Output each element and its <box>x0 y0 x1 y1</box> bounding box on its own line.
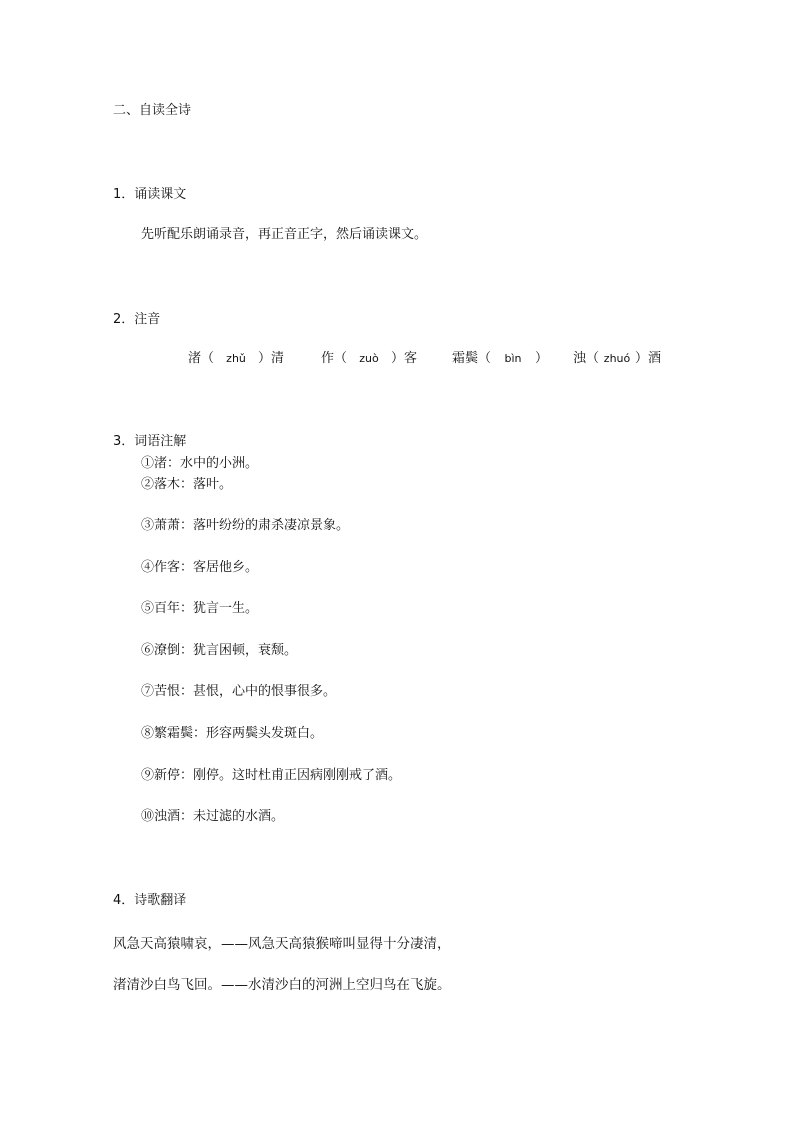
pinyin-reading: bìn <box>504 352 522 365</box>
section-title: 二、自读全诗 <box>113 103 192 118</box>
pinyin-suffix: 清 <box>271 351 285 366</box>
pinyin-reading: zhǔ <box>226 352 246 365</box>
glossary-note-5: ⑤百年：犹言一生。 <box>141 601 259 616</box>
pinyin-item-zhu <box>188 347 284 366</box>
translation-line-2: 渚清沙白鸟飞回。——水清沙白的河洲上空归鸟在飞旋。 <box>113 977 451 993</box>
heading-pinyin: 2．注音 <box>113 312 161 327</box>
glossary-note-1: ①渚：水中的小洲。 <box>141 456 259 471</box>
pinyin-close-paren: ） <box>258 351 272 366</box>
pinyin-open-paren: （ <box>586 351 600 366</box>
heading-translation: 4．诗歌翻译 <box>113 893 187 908</box>
glossary-note-9: ⑨新停：刚停。这时杜甫正因病刚刚戒了酒。 <box>141 768 402 783</box>
glossary-note-3: ③萧萧：落叶纷纷的肃杀凄凉景象。 <box>141 518 350 533</box>
glossary-note-6: ⑥潦倒：犹言困顿，衰颓。 <box>141 643 298 658</box>
pinyin-item-bin <box>452 347 548 366</box>
pinyin-char: 渚 <box>188 351 202 366</box>
pinyin-open-paren: （ <box>478 351 492 366</box>
glossary-note-7: ⑦苦恨：甚恨，心中的恨事很多。 <box>141 684 337 699</box>
pinyin-reading: zhuó <box>603 352 631 365</box>
translation-line-1: 风急天高猿啸哀，——风急天高猿猴啼叫显得十分凄清， <box>113 936 451 952</box>
pinyin-close-paren: ） <box>391 351 405 366</box>
glossary-note-4: ④作客：客居他乡。 <box>141 560 259 575</box>
pinyin-suffix: 客 <box>404 351 418 366</box>
pinyin-item-zuo <box>321 347 417 366</box>
pinyin-open-paren: （ <box>334 351 348 366</box>
pinyin-char: 作 <box>321 351 335 366</box>
heading-glossary: 3．词语注解 <box>113 434 187 449</box>
pinyin-close-paren: ） <box>635 351 649 366</box>
pinyin-char: 浊 <box>573 351 587 366</box>
pinyin-suffix: 酒 <box>648 351 662 366</box>
pinyin-char: 霜鬓 <box>452 351 479 366</box>
pinyin-reading: zuò <box>359 352 379 365</box>
heading-recite: 1．诵读课文 <box>113 187 187 202</box>
glossary-note-2: ②落木：落叶。 <box>141 477 233 492</box>
pinyin-close-paren: ） <box>535 351 549 366</box>
glossary-note-10: ⑩浊酒：未过滤的水酒。 <box>141 809 285 824</box>
glossary-note-8: ⑧繁霜鬓：形容两鬓头发斑白。 <box>141 726 324 741</box>
pinyin-item-zhuo <box>573 347 661 366</box>
pinyin-open-paren: （ <box>201 351 215 366</box>
recite-instruction: 先听配乐朗诵录音，再正音正字，然后诵读课文。 <box>141 227 428 242</box>
